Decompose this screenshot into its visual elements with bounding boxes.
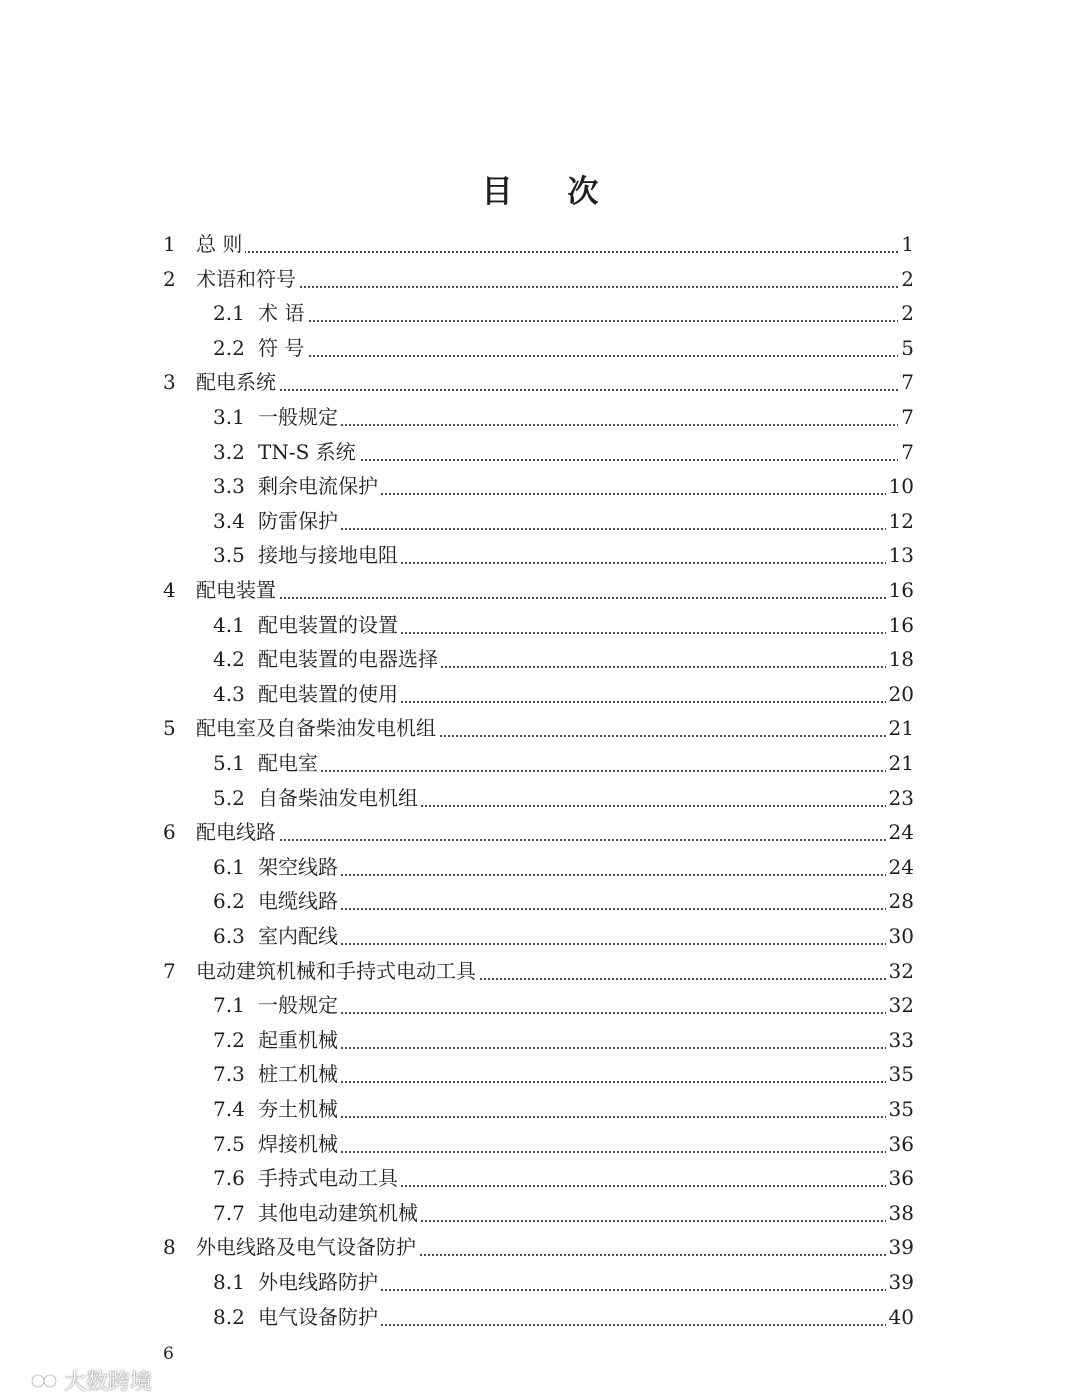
toc-entry-title: 术 语 <box>258 296 307 330</box>
toc-entry-title: 起重机械 <box>258 1023 341 1057</box>
toc-entry-page: 20 <box>886 677 914 711</box>
toc-entry[interactable] <box>0 1127 1080 1161</box>
toc-entry-title: 术语和符号 <box>196 262 299 296</box>
toc-entry-number: 3.5 <box>213 543 245 568</box>
toc-leader-dots <box>262 1037 902 1049</box>
toc-entry-page: 24 <box>886 815 914 849</box>
toc-entry-title: 架空线路 <box>258 850 341 884</box>
toc-leader-dots <box>262 933 902 945</box>
toc-entry-number: 7.4 <box>213 1097 245 1121</box>
toc-leader-dots <box>262 414 902 426</box>
toc-leader-dots <box>262 1071 902 1083</box>
toc-entry[interactable] <box>0 1057 1080 1091</box>
toc-entry-page: 32 <box>886 988 914 1022</box>
toc-entry-number: 3.3 <box>213 474 245 499</box>
toc-entry-page: 10 <box>886 469 914 503</box>
toc-leader-dots <box>262 1002 902 1014</box>
toc-entry-title: 电气设备防护 <box>258 1300 381 1334</box>
toc-entry[interactable] <box>0 919 1080 953</box>
toc-leader-dots <box>200 241 902 253</box>
toc-entry-title: 夯土机械 <box>258 1092 341 1126</box>
toc-entry[interactable] <box>0 988 1080 1022</box>
toc-entry-title: 防雷保护 <box>258 504 341 538</box>
toc-entry-number: 4 <box>163 578 176 602</box>
toc-leader-dots <box>262 1141 902 1153</box>
toc-entry-title: 桩工机械 <box>258 1057 341 1091</box>
toc-entry[interactable] <box>0 815 1080 849</box>
watermark <box>30 1365 152 1396</box>
toc-entry-page: 7 <box>898 365 914 399</box>
toc-entry-title: 符 号 <box>258 331 307 365</box>
toc-entry-page: 21 <box>886 746 914 780</box>
toc-entry-page: 40 <box>886 1300 914 1334</box>
toc-leader-dots <box>262 898 902 910</box>
toc-entry[interactable] <box>0 677 1080 711</box>
toc-entry-number: 8.2 <box>213 1304 245 1329</box>
toc-entry-page: 18 <box>886 642 914 676</box>
toc-entry-title: 配电室及自备柴油发电机组 <box>196 711 439 745</box>
toc-leader-dots <box>200 276 902 288</box>
toc-entry[interactable] <box>0 711 1080 745</box>
toc-entry-title: 配电室 <box>258 746 321 780</box>
toc-entry-title: 配电装置的电器选择 <box>258 642 441 676</box>
toc-entry-page: 7 <box>898 435 914 469</box>
toc-entry-number: 7.6 <box>213 1166 245 1191</box>
toc-entry-number: 5 <box>163 716 176 741</box>
toc-entry-title: 配电装置的使用 <box>258 677 401 711</box>
toc-entry-number: 7 <box>163 958 176 983</box>
toc-entry-page: 2 <box>898 262 914 296</box>
toc-entry-page: 5 <box>898 331 914 365</box>
toc-entry-number: 3 <box>163 370 176 395</box>
toc-entry[interactable] <box>0 1023 1080 1057</box>
toc-leader-dots <box>262 345 902 357</box>
toc-entry-page: 39 <box>886 1265 914 1299</box>
toc-entry-number: 8.1 <box>213 1270 245 1294</box>
toc-entry-title: 焊接机械 <box>258 1127 341 1161</box>
toc-entry-number: 3.4 <box>213 508 245 533</box>
toc-entry-title: 总 则 <box>196 227 245 261</box>
toc-entry-page: 35 <box>886 1057 914 1091</box>
toc-entry-number: 2.1 <box>213 301 245 326</box>
toc-entry-page: 30 <box>886 919 914 953</box>
toc-entry-page: 28 <box>886 884 914 918</box>
toc-entry-page: 12 <box>886 504 914 538</box>
toc-entry[interactable] <box>0 227 1080 261</box>
toc-entry[interactable] <box>0 331 1080 365</box>
toc-entry-number: 6.3 <box>213 924 245 948</box>
toc-entry[interactable] <box>0 1092 1080 1126</box>
toc-entry[interactable] <box>0 1196 1080 1230</box>
toc-entry-number: 4.3 <box>213 681 245 706</box>
toc-leader-dots <box>200 379 902 391</box>
toc-entry-title: 外电线路防护 <box>258 1265 381 1299</box>
toc-leader-dots <box>262 1106 902 1118</box>
toc-entry-number: 2.2 <box>213 335 245 360</box>
toc-entry-number: 5.1 <box>213 751 245 775</box>
toc-entry-page: 24 <box>886 850 914 884</box>
toc-entry[interactable] <box>0 435 1080 469</box>
footer-page-number: 6 <box>163 1344 174 1364</box>
toc-entry[interactable] <box>0 954 1080 988</box>
toc-entry-title: TN-S 系统 <box>258 435 359 469</box>
toc-entry-page: 38 <box>886 1196 914 1230</box>
toc-entry-page: 13 <box>886 538 914 572</box>
toc-entry-number: 7.7 <box>213 1200 245 1225</box>
toc-entry-number: 6 <box>163 820 176 845</box>
toc-entry[interactable] <box>0 746 1080 780</box>
toc-entry-number: 7.2 <box>213 1027 245 1052</box>
toc-entry-number: 8 <box>163 1235 176 1260</box>
toc-leader-dots <box>262 760 902 772</box>
toc-entry-number: 3.2 <box>213 439 245 464</box>
toc-entry-number: 5.2 <box>213 785 245 810</box>
toc-entry[interactable] <box>0 781 1080 815</box>
toc-entry-title: 手持式电动工具 <box>258 1161 401 1195</box>
toc-entry-page: 7 <box>898 400 914 434</box>
toc-leader-dots <box>262 310 902 322</box>
toc-entry[interactable] <box>0 365 1080 399</box>
toc-entry-page: 32 <box>886 954 914 988</box>
toc-entry[interactable] <box>0 538 1080 572</box>
toc-entry-title: 其他电动建筑机械 <box>258 1196 421 1230</box>
toc-entry-number: 4.1 <box>213 612 245 637</box>
toc-entry-number: 7.1 <box>213 993 245 1018</box>
toc-entry-title: 配电系统 <box>196 365 279 399</box>
toc-entry-title: 自备柴油发电机组 <box>258 781 421 815</box>
toc-entry[interactable] <box>0 262 1080 296</box>
toc-entry-title: 配电装置 <box>196 573 279 607</box>
toc-entry-page: 33 <box>886 1023 914 1057</box>
toc-entry-number: 6.1 <box>213 854 245 879</box>
toc-entry[interactable] <box>0 1300 1080 1334</box>
toc-entry[interactable] <box>0 1161 1080 1195</box>
toc-entry-title: 配电线路 <box>196 815 279 849</box>
toc-entry-page: 39 <box>886 1230 914 1264</box>
toc-entry[interactable] <box>0 400 1080 434</box>
toc-entry[interactable] <box>0 573 1080 607</box>
toc-entry-title: 电动建筑机械和手持式电动工具 <box>196 954 479 988</box>
toc-entry[interactable] <box>0 608 1080 642</box>
watermark-logo-icon <box>30 1370 60 1392</box>
toc-entry-title: 一般规定 <box>258 400 341 434</box>
toc-entry-title: 剩余电流保护 <box>258 469 381 503</box>
toc-entry-number: 7.3 <box>213 1062 245 1087</box>
toc-entry-title: 配电装置的设置 <box>258 608 401 642</box>
toc-entry-page: 16 <box>886 573 914 607</box>
toc-leader-dots <box>262 518 902 530</box>
toc-entry[interactable] <box>0 504 1080 538</box>
toc-entry-page: 1 <box>898 227 914 261</box>
toc-leader-dots <box>262 864 902 876</box>
toc-entry-title: 室内配线 <box>258 919 341 953</box>
toc-entry-page: 36 <box>886 1127 914 1161</box>
toc-entry-number: 7.5 <box>213 1131 245 1156</box>
toc-entry-title: 电缆线路 <box>258 884 341 918</box>
toc-entry[interactable] <box>0 1230 1080 1264</box>
toc-entry-number: 1 <box>163 232 176 256</box>
toc-entry-page: 16 <box>886 608 914 642</box>
toc-entry[interactable] <box>0 884 1080 918</box>
page-title: 目 次 <box>481 174 621 210</box>
toc-entry-page: 2 <box>898 296 914 330</box>
watermark-text: 大数跨境 <box>64 1370 153 1395</box>
toc-leader-dots <box>200 829 902 841</box>
toc-entry[interactable] <box>0 469 1080 503</box>
toc-leader-dots <box>200 587 902 599</box>
toc-entry-page: 35 <box>886 1092 914 1126</box>
toc-entry-number: 4.2 <box>213 647 245 672</box>
toc-entry-title: 一般规定 <box>258 988 341 1022</box>
toc-entry-page: 21 <box>886 711 914 745</box>
toc-entry[interactable] <box>0 1265 1080 1299</box>
toc-entry-page: 36 <box>886 1161 914 1195</box>
toc-entry[interactable] <box>0 296 1080 330</box>
toc-entry-number: 2 <box>163 266 176 291</box>
toc-entry-title: 接地与接地电阻 <box>258 538 401 572</box>
toc-entry[interactable] <box>0 642 1080 676</box>
toc-entry-number: 3.1 <box>213 405 245 429</box>
toc-entry-page: 23 <box>886 781 914 815</box>
toc-entry[interactable] <box>0 850 1080 884</box>
toc-entry-number: 6.2 <box>213 889 245 914</box>
toc-entry-title: 外电线路及电气设备防护 <box>196 1230 419 1264</box>
